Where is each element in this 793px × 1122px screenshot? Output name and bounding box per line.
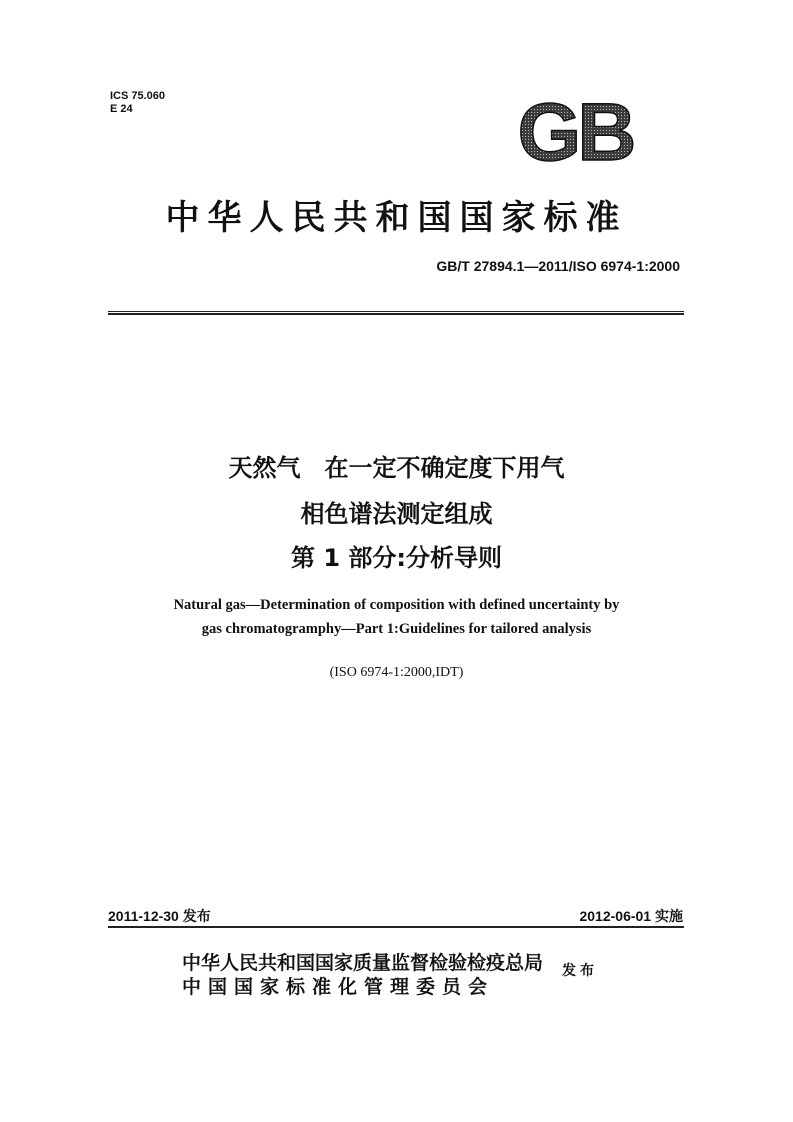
issuer-aqsiq: 中华人民共和国国家质量监督检验检疫总局: [182, 952, 544, 974]
iso-equivalence: (ISO 6974-1:2000,IDT): [329, 665, 464, 680]
national-standard-heading: 中华人民共和国国家标准: [165, 198, 628, 238]
classification-codes: [110, 90, 165, 116]
title-en-line1: Natural gas—Determination of composition with defined uncertainty by: [173, 597, 620, 613]
footer-rule: [108, 926, 684, 928]
gb-logo: [500, 96, 650, 166]
ics-code: ICS 75.060: [110, 90, 166, 102]
header-rule-thick: [108, 313, 684, 315]
standard-number: GB/T 27894.1—2011/ISO 6974-1:2000: [436, 258, 680, 274]
issuer-sac: 中国国家标准化管理委员会: [182, 976, 495, 998]
gb-logo-text: GB: [517, 96, 633, 166]
issue-date: 2011-12-30 发布: [108, 908, 211, 924]
title-en-line2: gas chromatogramphy—Part 1:Guidelines for tailored analysis: [201, 621, 592, 637]
title-cn-line3: 第 1 部分:分析导则: [290, 544, 502, 572]
title-cn-line1: 天然气 在一定不确定度下用气: [228, 454, 565, 482]
publish-label: 发布: [562, 963, 598, 979]
title-cn-line2: 相色谱法测定组成: [300, 500, 493, 528]
implementation-date: 2012-06-01 实施: [579, 908, 683, 924]
ccs-code: E 24: [110, 103, 133, 115]
header-rule: [108, 311, 684, 312]
